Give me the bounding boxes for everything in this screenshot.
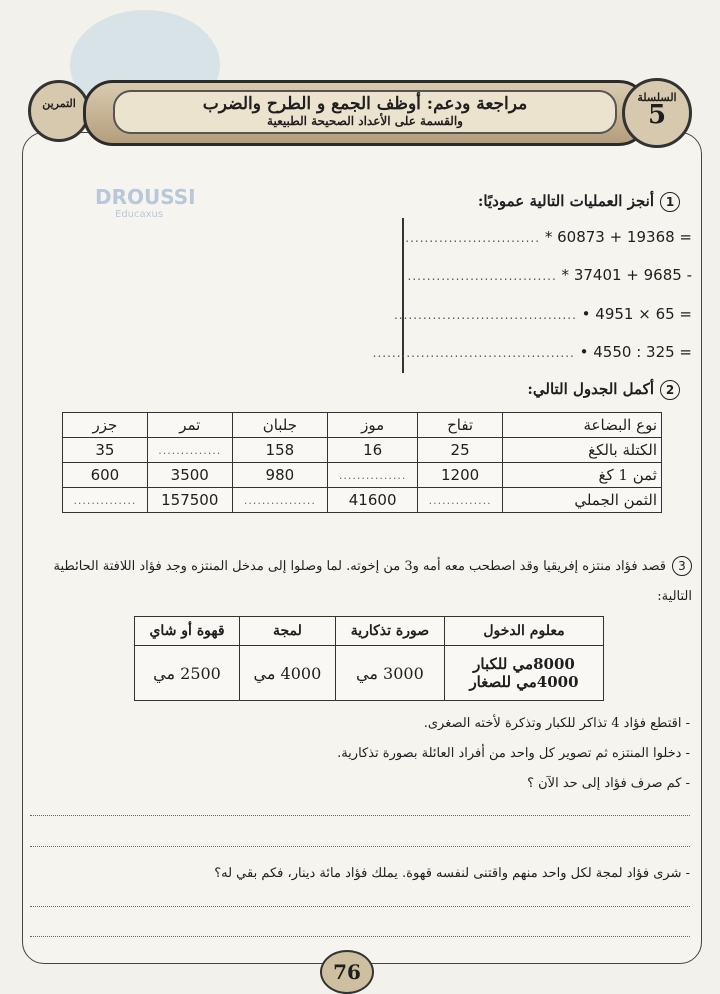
table-cell: 3500 (147, 463, 232, 488)
operation-4 (373, 343, 692, 361)
operation-2-answer-line[interactable]: ............................... (407, 269, 557, 283)
prices-header-row (135, 617, 604, 646)
table-cell: 16 (328, 438, 418, 463)
q1-heading (478, 192, 680, 212)
goods-col-header: جلبان (232, 413, 327, 438)
header-banner (28, 72, 692, 154)
exercise-badge-label: التمرين (42, 97, 76, 110)
operation-4-expr: • 4550 : 325 = (579, 343, 692, 361)
table-cell: 1200 (418, 463, 503, 488)
snack-price: 4000 مي (240, 646, 336, 701)
entry-price-cell (445, 646, 604, 701)
answer-line[interactable] (30, 815, 690, 816)
goods-col-header: موز (328, 413, 418, 438)
operation-1 (405, 228, 692, 246)
page-frame (22, 132, 702, 964)
table-row (63, 463, 662, 488)
goods-table (62, 412, 662, 513)
page-number: 76 (320, 950, 374, 994)
table-row (63, 438, 662, 463)
photo-price: 3000 مي (335, 646, 444, 701)
prices-header: معلوم الدخول (445, 617, 604, 646)
entry-price-adults: 8000مي للكبار (473, 655, 575, 673)
q3-number: 3 (672, 556, 692, 576)
series-badge-label: السلسلة (637, 91, 677, 104)
q3-intro-text: قصد فؤاد منتزه إفريقيا وقد اصطحب معه أمه و3 من إخوته. لما وصلوا إلى مدخل المنتزه وجد فؤاد اللافتة الحائطية التالية: (53, 559, 692, 604)
prices-header: قهوة أو شاي (135, 617, 240, 646)
table-cell: 25 (418, 438, 503, 463)
watermark-sub-text: Educaxus (115, 209, 164, 220)
answer-line[interactable] (30, 906, 690, 907)
q2-heading-text: أكمل الجدول التالي: (527, 380, 654, 398)
goods-col-header: تمر (147, 413, 232, 438)
prices-value-row (135, 646, 604, 701)
answer-line[interactable] (30, 846, 690, 847)
series-badge-number: 5 (647, 100, 667, 130)
goods-col-header: جزر (63, 413, 148, 438)
table-cell-blank[interactable]: ............... (328, 463, 418, 488)
prices-header: لمجة (240, 617, 336, 646)
operation-2 (408, 266, 692, 284)
operation-4-answer-line[interactable]: .......................................... (372, 346, 575, 360)
q1-heading-text: أنجز العمليات التالية عموديًا: (477, 192, 654, 210)
prices-sign-table (134, 616, 604, 701)
q3-intro (22, 552, 692, 612)
q2-number: 2 (660, 380, 680, 400)
operation-1-answer-line[interactable]: ............................ (405, 231, 541, 245)
table-cell: 600 (63, 463, 148, 488)
q3-question1: - كم صرف فؤاد إلى حد الآن ؟ (527, 776, 690, 791)
entry-price-kids: 4000مي للصغار (469, 673, 579, 691)
prices-header: صورة تذكارية (335, 617, 444, 646)
series-badge (622, 78, 692, 148)
table-row (63, 488, 662, 513)
q3-line1: - اقتطع فؤاد 4 تذاكر للكبار وتذكرة لأخته الصغرى. (423, 716, 690, 731)
watermark-brand-text: DROUSSI (95, 185, 196, 209)
table-cell: 158 (232, 438, 327, 463)
q3-line2: - دخلوا المنتزه ثم تصوير كل واحد من أفراد العائلة بصورة تذكارية. (337, 746, 690, 761)
goods-col-header: تفاح (418, 413, 503, 438)
table-cell: 35 (63, 438, 148, 463)
operation-1-expr: * 60873 + 19368 = (544, 228, 692, 246)
answer-line[interactable] (30, 936, 690, 937)
table-cell-blank[interactable]: ................ (232, 488, 327, 513)
page-title: مراجعة ودعم: أوظف الجمع و الطرح والضرب (202, 94, 528, 114)
row-label: الثمن الجملي (503, 488, 662, 513)
table-cell: 980 (232, 463, 327, 488)
row-label: الكتلة بالكغ (503, 438, 662, 463)
table-cell-blank[interactable]: .............. (418, 488, 503, 513)
q1-number: 1 (660, 192, 680, 212)
operation-2-expr: * 37401 + 9685 - (561, 266, 692, 284)
row-label: ثمن 1 كغ (503, 463, 662, 488)
operation-3-answer-line[interactable]: ...................................... (393, 308, 577, 322)
goods-table-header-label: نوع البضاعة (503, 413, 662, 438)
page-subtitle: والقسمة على الأعداد الصحيحة الطبيعية (267, 114, 463, 128)
q2-heading (527, 380, 680, 400)
exercise-badge (28, 80, 90, 142)
table-cell: 157500 (147, 488, 232, 513)
header-title-box (113, 90, 617, 134)
table-cell: 41600 (328, 488, 418, 513)
table-cell-blank[interactable]: .............. (147, 438, 232, 463)
goods-table-header-row (63, 413, 662, 438)
operation-3-expr: • 4951 × 65 = (581, 305, 692, 323)
coffee-price: 2500 مي (135, 646, 240, 701)
table-cell-blank[interactable]: .............. (63, 488, 148, 513)
q3-question2: - شرى فؤاد لمجة لكل واحد منهم واقتنى لنفسه قهوة. يملك فؤاد مائة دينار، فكم بقي له؟ (214, 866, 690, 881)
watermark-brand (95, 185, 196, 220)
operation-3 (394, 305, 692, 323)
